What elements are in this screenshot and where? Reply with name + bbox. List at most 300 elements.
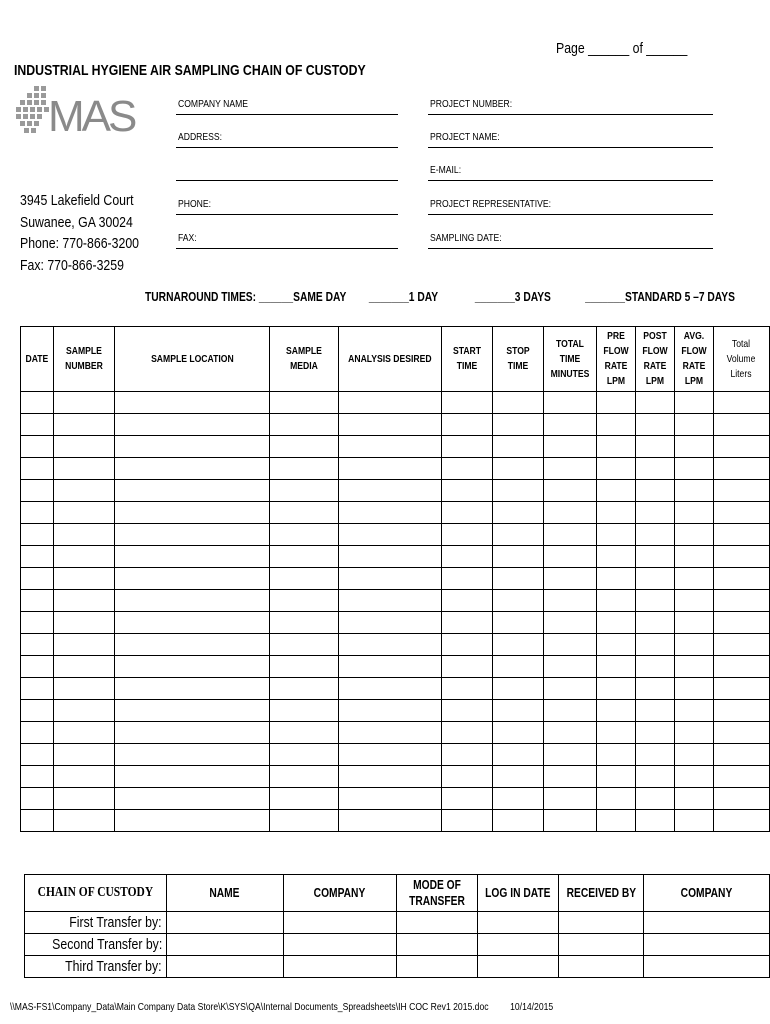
table-cell[interactable]: [674, 656, 713, 678]
table-cell[interactable]: [115, 392, 270, 414]
company-name-field[interactable]: [176, 114, 398, 115]
table-cell[interactable]: [270, 568, 339, 590]
table-cell[interactable]: [674, 524, 713, 546]
table-cell[interactable]: [54, 392, 115, 414]
table-cell[interactable]: [713, 458, 769, 480]
table-cell[interactable]: [674, 700, 713, 722]
table-cell[interactable]: [596, 766, 635, 788]
table-cell[interactable]: [713, 722, 769, 744]
table-cell[interactable]: [441, 524, 492, 546]
table-cell[interactable]: [635, 524, 674, 546]
table-cell[interactable]: [492, 414, 543, 436]
table-cell[interactable]: [543, 656, 596, 678]
project-representative-label: PROJECT REPRESENTATIVE:: [430, 198, 552, 210]
table-cell[interactable]: [713, 700, 769, 722]
table-cell[interactable]: [543, 392, 596, 414]
table-cell[interactable]: [54, 788, 115, 810]
project-name-field[interactable]: [428, 147, 713, 148]
table-cell[interactable]: [21, 810, 54, 832]
table-cell[interactable]: [54, 524, 115, 546]
table-cell[interactable]: [674, 414, 713, 436]
table-cell[interactable]: [635, 458, 674, 480]
table-cell[interactable]: [674, 546, 713, 568]
table-cell[interactable]: [441, 678, 492, 700]
table-cell[interactable]: [635, 678, 674, 700]
table-cell[interactable]: [441, 722, 492, 744]
table-cell[interactable]: [543, 590, 596, 612]
table-cell[interactable]: [21, 700, 54, 722]
table-cell[interactable]: [270, 436, 339, 458]
table-cell[interactable]: [21, 436, 54, 458]
project-number-field[interactable]: [428, 114, 713, 115]
table-cell[interactable]: [713, 788, 769, 810]
table-cell[interactable]: [543, 700, 596, 722]
table-cell[interactable]: [492, 612, 543, 634]
table-cell[interactable]: [441, 810, 492, 832]
table-cell[interactable]: [54, 546, 115, 568]
one-day-blank[interactable]: _______: [368, 290, 409, 304]
table-cell[interactable]: [54, 502, 115, 524]
table-cell[interactable]: [543, 436, 596, 458]
table-cell[interactable]: [674, 502, 713, 524]
table-cell[interactable]: [635, 568, 674, 590]
table-cell[interactable]: [674, 722, 713, 744]
coc-col-company: COMPANY: [283, 875, 396, 912]
table-cell[interactable]: [713, 480, 769, 502]
address-label: ADDRESS:: [178, 131, 223, 143]
table-cell[interactable]: [543, 458, 596, 480]
table-cell[interactable]: [492, 524, 543, 546]
table-row: [21, 436, 770, 458]
coc-cell[interactable]: [396, 956, 477, 978]
table-cell[interactable]: [115, 722, 270, 744]
table-cell[interactable]: [492, 766, 543, 788]
address-field[interactable]: [176, 147, 398, 148]
coc-cell[interactable]: [477, 912, 558, 934]
table-cell[interactable]: [441, 546, 492, 568]
same-day-option: SAME DAY: [293, 290, 347, 304]
table-cell[interactable]: [596, 458, 635, 480]
table-cell[interactable]: [713, 656, 769, 678]
table-cell[interactable]: [21, 480, 54, 502]
table-cell[interactable]: [492, 436, 543, 458]
table-cell[interactable]: [674, 744, 713, 766]
table-cell[interactable]: [338, 590, 441, 612]
sampling-table: [20, 326, 770, 832]
col-pre-flow: PRE FLOW RATE LPM: [596, 327, 635, 392]
table-cell[interactable]: [115, 502, 270, 524]
table-cell[interactable]: [596, 480, 635, 502]
table-cell[interactable]: [492, 700, 543, 722]
table-cell[interactable]: [635, 634, 674, 656]
table-cell[interactable]: [713, 612, 769, 634]
table-cell[interactable]: [543, 810, 596, 832]
table-cell[interactable]: [338, 634, 441, 656]
table-cell[interactable]: [441, 414, 492, 436]
table-cell[interactable]: [115, 634, 270, 656]
table-cell[interactable]: [596, 656, 635, 678]
table-cell[interactable]: [635, 722, 674, 744]
table-cell[interactable]: [596, 722, 635, 744]
table-cell[interactable]: [674, 788, 713, 810]
table-cell[interactable]: [635, 656, 674, 678]
coc-cell[interactable]: [644, 956, 770, 978]
table-cell[interactable]: [338, 744, 441, 766]
table-cell[interactable]: [338, 546, 441, 568]
table-cell[interactable]: [338, 480, 441, 502]
table-cell[interactable]: [270, 810, 339, 832]
table-cell[interactable]: [543, 766, 596, 788]
table-cell[interactable]: [21, 634, 54, 656]
table-cell[interactable]: [270, 392, 339, 414]
table-cell[interactable]: [54, 700, 115, 722]
table-cell[interactable]: [54, 744, 115, 766]
table-cell[interactable]: [543, 612, 596, 634]
table-cell[interactable]: [713, 810, 769, 832]
table-cell[interactable]: [713, 436, 769, 458]
table-cell[interactable]: [492, 788, 543, 810]
page-number: Page ______ of ______: [556, 40, 688, 57]
table-cell[interactable]: [492, 590, 543, 612]
coc-cell[interactable]: [166, 934, 283, 956]
table-cell[interactable]: [115, 524, 270, 546]
table-cell[interactable]: [270, 656, 339, 678]
table-cell[interactable]: [635, 788, 674, 810]
table-row: [21, 414, 770, 436]
coc-cell[interactable]: [477, 956, 558, 978]
table-cell[interactable]: [635, 810, 674, 832]
table-cell[interactable]: [596, 414, 635, 436]
table-cell[interactable]: [54, 458, 115, 480]
table-cell[interactable]: [54, 612, 115, 634]
coc-cell[interactable]: [558, 956, 644, 978]
table-cell[interactable]: [54, 766, 115, 788]
table-cell[interactable]: [21, 392, 54, 414]
table-cell[interactable]: [492, 480, 543, 502]
same-day-blank[interactable]: ______: [258, 290, 294, 304]
coc-cell[interactable]: [558, 934, 644, 956]
table-cell[interactable]: [21, 524, 54, 546]
table-cell[interactable]: [674, 612, 713, 634]
col-stop-time: STOP TIME: [492, 327, 543, 392]
table-cell[interactable]: [713, 392, 769, 414]
table-cell[interactable]: [596, 744, 635, 766]
table-cell[interactable]: [492, 546, 543, 568]
coc-cell[interactable]: [644, 912, 770, 934]
table-cell[interactable]: [270, 634, 339, 656]
table-cell[interactable]: [115, 612, 270, 634]
table-cell[interactable]: [543, 634, 596, 656]
email-field[interactable]: [428, 180, 713, 181]
table-cell[interactable]: [21, 722, 54, 744]
table-cell[interactable]: [543, 568, 596, 590]
table-cell[interactable]: [674, 480, 713, 502]
table-cell[interactable]: [596, 634, 635, 656]
table-cell[interactable]: [54, 634, 115, 656]
table-cell[interactable]: [596, 524, 635, 546]
table-cell[interactable]: [338, 700, 441, 722]
table-cell[interactable]: [270, 612, 339, 634]
table-cell[interactable]: [492, 656, 543, 678]
table-cell[interactable]: [441, 744, 492, 766]
table-cell[interactable]: [492, 744, 543, 766]
title-text: INDUSTRIAL HYGIENE AIR SAMPLING CHAIN OF CUSTODY: [14, 62, 366, 79]
table-cell[interactable]: [441, 458, 492, 480]
table-cell[interactable]: [635, 766, 674, 788]
table-cell[interactable]: [543, 788, 596, 810]
table-cell[interactable]: [596, 612, 635, 634]
table-cell[interactable]: [713, 546, 769, 568]
table-cell[interactable]: [635, 480, 674, 502]
table-cell[interactable]: [115, 810, 270, 832]
table-cell[interactable]: [54, 678, 115, 700]
table-cell[interactable]: [115, 744, 270, 766]
coc-cell[interactable]: [166, 912, 283, 934]
table-cell[interactable]: [270, 414, 339, 436]
table-cell[interactable]: [115, 590, 270, 612]
project-number-label: PROJECT NUMBER:: [430, 98, 513, 110]
table-cell[interactable]: [441, 502, 492, 524]
fax-field[interactable]: [176, 248, 398, 249]
table-cell[interactable]: [54, 568, 115, 590]
table-cell[interactable]: [21, 458, 54, 480]
table-cell[interactable]: [596, 436, 635, 458]
table-cell[interactable]: [674, 766, 713, 788]
table-cell[interactable]: [441, 612, 492, 634]
table-cell[interactable]: [441, 436, 492, 458]
table-cell[interactable]: [54, 414, 115, 436]
table-cell[interactable]: [492, 458, 543, 480]
table-cell[interactable]: [21, 568, 54, 590]
project-representative-field[interactable]: [428, 214, 713, 215]
table-cell[interactable]: [596, 568, 635, 590]
table-cell[interactable]: [270, 590, 339, 612]
table-cell[interactable]: [441, 590, 492, 612]
table-cell[interactable]: [441, 656, 492, 678]
coc-cell[interactable]: [558, 912, 644, 934]
table-cell[interactable]: [270, 546, 339, 568]
table-cell[interactable]: [674, 634, 713, 656]
table-cell[interactable]: [674, 458, 713, 480]
table-cell[interactable]: [713, 678, 769, 700]
table-cell[interactable]: [492, 810, 543, 832]
table-cell[interactable]: [635, 414, 674, 436]
table-cell[interactable]: [543, 524, 596, 546]
table-cell[interactable]: [21, 744, 54, 766]
standard-blank[interactable]: _______: [585, 290, 625, 304]
table-cell[interactable]: [54, 480, 115, 502]
table-cell[interactable]: [492, 634, 543, 656]
table-cell[interactable]: [338, 766, 441, 788]
table-cell[interactable]: [635, 590, 674, 612]
coc-row-second: [25, 934, 770, 956]
table-cell[interactable]: [21, 414, 54, 436]
table-cell[interactable]: [21, 788, 54, 810]
table-cell[interactable]: [713, 744, 769, 766]
table-cell[interactable]: [635, 612, 674, 634]
coc-header-row: [25, 875, 770, 912]
table-cell[interactable]: [115, 568, 270, 590]
table-cell[interactable]: [270, 480, 339, 502]
table-cell[interactable]: [713, 568, 769, 590]
table-cell[interactable]: [543, 414, 596, 436]
table-cell[interactable]: [635, 546, 674, 568]
table-cell[interactable]: [441, 568, 492, 590]
table-row: [21, 744, 770, 766]
table-cell[interactable]: [441, 634, 492, 656]
table-cell[interactable]: [270, 524, 339, 546]
table-cell[interactable]: [596, 392, 635, 414]
company-address: [20, 190, 165, 276]
table-cell[interactable]: [492, 678, 543, 700]
table-cell[interactable]: [441, 700, 492, 722]
table-cell[interactable]: [21, 546, 54, 568]
table-cell[interactable]: [674, 568, 713, 590]
table-cell[interactable]: [115, 788, 270, 810]
table-cell[interactable]: [635, 502, 674, 524]
table-cell[interactable]: [338, 392, 441, 414]
coc-col-log-date: LOG IN DATE: [477, 875, 558, 912]
table-cell[interactable]: [543, 744, 596, 766]
table-cell[interactable]: [270, 700, 339, 722]
table-cell[interactable]: [115, 436, 270, 458]
table-cell[interactable]: [338, 568, 441, 590]
table-cell[interactable]: [596, 546, 635, 568]
table-cell[interactable]: [115, 766, 270, 788]
document-title: [14, 62, 443, 79]
table-cell[interactable]: [115, 458, 270, 480]
table-cell[interactable]: [635, 392, 674, 414]
table-cell[interactable]: [635, 436, 674, 458]
table-cell[interactable]: [21, 678, 54, 700]
table-cell[interactable]: [115, 546, 270, 568]
table-cell[interactable]: [54, 722, 115, 744]
table-cell[interactable]: [635, 744, 674, 766]
table-cell[interactable]: [338, 612, 441, 634]
table-cell[interactable]: [338, 678, 441, 700]
email-label: E-MAIL:: [430, 164, 462, 176]
table-cell[interactable]: [21, 612, 54, 634]
coc-row-label: Third Transfer by:: [25, 956, 167, 978]
coc-cell[interactable]: [166, 956, 283, 978]
phone-field[interactable]: [176, 214, 398, 215]
table-cell[interactable]: [270, 458, 339, 480]
table-cell[interactable]: [596, 678, 635, 700]
table-cell[interactable]: [54, 590, 115, 612]
three-days-blank[interactable]: _______: [474, 290, 515, 304]
table-cell[interactable]: [115, 700, 270, 722]
table-cell[interactable]: [543, 546, 596, 568]
table-cell[interactable]: [21, 502, 54, 524]
table-cell[interactable]: [713, 590, 769, 612]
coc-cell[interactable]: [644, 934, 770, 956]
table-cell[interactable]: [270, 788, 339, 810]
table-cell[interactable]: [270, 678, 339, 700]
table-cell[interactable]: [115, 678, 270, 700]
table-cell[interactable]: [338, 810, 441, 832]
table-cell[interactable]: [338, 414, 441, 436]
page-label: Page: [556, 40, 585, 57]
table-cell[interactable]: [441, 480, 492, 502]
table-cell[interactable]: [596, 788, 635, 810]
coc-col-received-by: RECEIVED BY: [558, 875, 644, 912]
table-cell[interactable]: [441, 392, 492, 414]
table-cell[interactable]: [635, 700, 674, 722]
table-cell[interactable]: [338, 502, 441, 524]
table-cell[interactable]: [115, 656, 270, 678]
table-cell[interactable]: [492, 722, 543, 744]
table-cell[interactable]: [441, 766, 492, 788]
table-cell[interactable]: [338, 656, 441, 678]
table-cell[interactable]: [543, 722, 596, 744]
table-cell[interactable]: [596, 810, 635, 832]
coc-cell[interactable]: [283, 934, 396, 956]
address-field-line2[interactable]: [176, 180, 398, 181]
col-sample-number: SAMPLE NUMBER: [54, 327, 115, 392]
table-cell[interactable]: [54, 656, 115, 678]
table-cell[interactable]: [338, 788, 441, 810]
table-cell[interactable]: [54, 810, 115, 832]
table-row: [21, 392, 770, 414]
table-cell[interactable]: [338, 524, 441, 546]
table-cell[interactable]: [492, 502, 543, 524]
table-cell[interactable]: [543, 502, 596, 524]
table-cell[interactable]: [54, 436, 115, 458]
table-cell[interactable]: [338, 458, 441, 480]
table-cell[interactable]: [713, 414, 769, 436]
mas-logo-icon: [12, 84, 135, 144]
table-cell[interactable]: [270, 722, 339, 744]
table-cell[interactable]: [713, 502, 769, 524]
table-cell[interactable]: [21, 656, 54, 678]
table-cell[interactable]: [674, 810, 713, 832]
coc-cell[interactable]: [396, 912, 477, 934]
table-cell[interactable]: [596, 700, 635, 722]
table-cell[interactable]: [270, 502, 339, 524]
table-cell[interactable]: [270, 744, 339, 766]
table-row: [21, 656, 770, 678]
coc-title: CHAIN OF CUSTODY: [25, 875, 167, 912]
table-cell[interactable]: [115, 414, 270, 436]
table-cell[interactable]: [338, 722, 441, 744]
coc-cell[interactable]: [283, 956, 396, 978]
coc-cell[interactable]: [283, 912, 396, 934]
table-cell[interactable]: [492, 392, 543, 414]
sampling-date-field[interactable]: [428, 248, 713, 249]
table-cell[interactable]: [543, 480, 596, 502]
table-cell[interactable]: [713, 524, 769, 546]
coc-cell[interactable]: [396, 934, 477, 956]
table-cell[interactable]: [674, 678, 713, 700]
col-avg-flow: AVG. FLOW RATE LPM: [674, 327, 713, 392]
coc-cell[interactable]: [477, 934, 558, 956]
table-cell[interactable]: [674, 392, 713, 414]
table-cell[interactable]: [270, 766, 339, 788]
table-cell[interactable]: [596, 590, 635, 612]
table-cell[interactable]: [674, 436, 713, 458]
table-cell[interactable]: [338, 436, 441, 458]
table-cell[interactable]: [596, 502, 635, 524]
table-cell[interactable]: [674, 590, 713, 612]
table-cell[interactable]: [115, 480, 270, 502]
table-cell[interactable]: [713, 766, 769, 788]
table-cell[interactable]: [543, 678, 596, 700]
table-cell[interactable]: [492, 568, 543, 590]
table-cell[interactable]: [713, 634, 769, 656]
table-cell[interactable]: [21, 766, 54, 788]
table-cell[interactable]: [441, 788, 492, 810]
table-cell[interactable]: [21, 590, 54, 612]
